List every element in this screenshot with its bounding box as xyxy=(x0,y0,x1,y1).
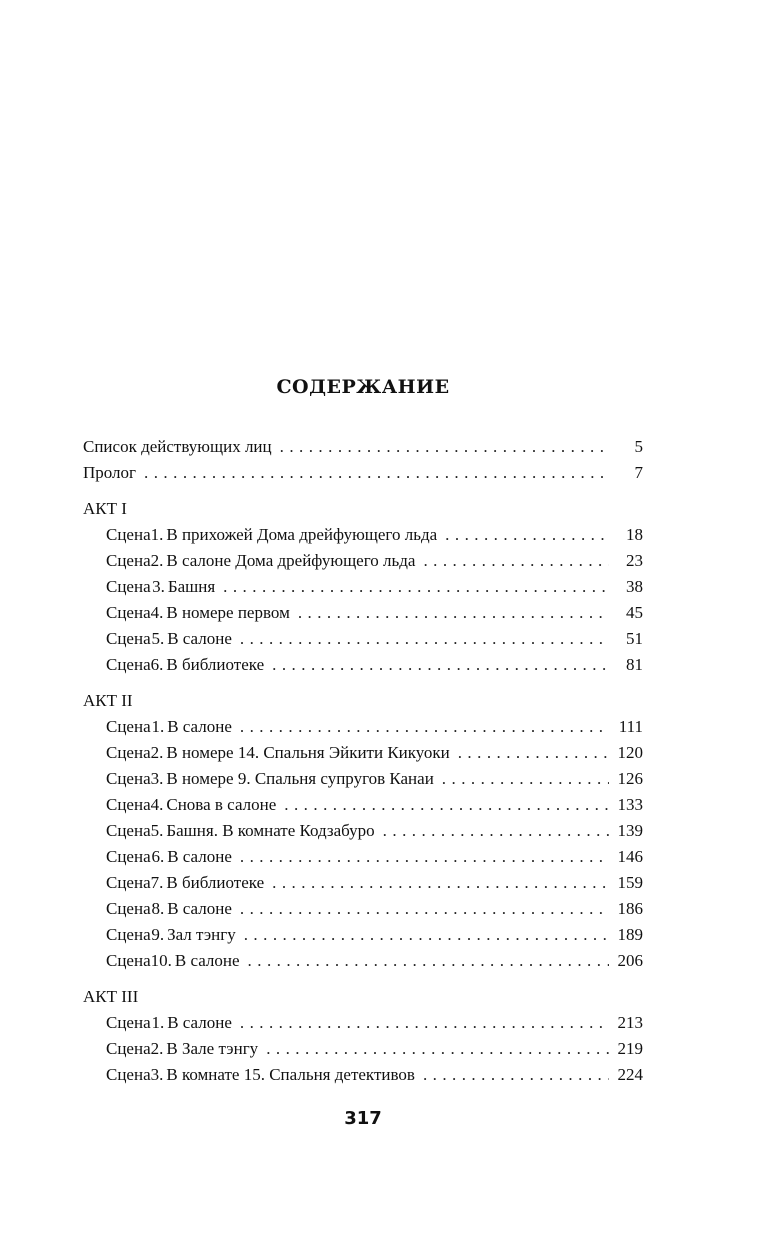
toc-entry-title: Список действующих лиц xyxy=(83,437,272,456)
scene-title: В комнате 15. Спальня детективов xyxy=(166,1065,415,1084)
dot-leader xyxy=(240,896,609,922)
dot-leader xyxy=(458,740,609,766)
toc-page-number: 139 xyxy=(617,821,643,840)
toc-entry xyxy=(83,460,643,486)
scene-number: 5. xyxy=(151,629,165,648)
act-heading: АКТ I xyxy=(83,499,127,518)
scene-label: Сцена xyxy=(106,873,151,892)
scene-entry xyxy=(83,548,643,574)
page-title: СОДЕРЖАНИЕ xyxy=(276,376,450,398)
scene-label: Сцена xyxy=(106,951,151,970)
scene-entry xyxy=(83,626,643,652)
scene-number: 5. xyxy=(150,821,164,840)
scene-title: Снова в салоне xyxy=(166,795,277,814)
scene-label: Сцена xyxy=(106,525,151,544)
dot-leader xyxy=(223,574,609,600)
toc-page-number: 38 xyxy=(626,577,643,596)
scene-label: Сцена xyxy=(106,1039,151,1058)
toc-page-number: 133 xyxy=(617,795,643,814)
scene-number: 6. xyxy=(150,655,164,674)
scene-title: Башня. В комнате Кодзабуро xyxy=(166,821,375,840)
scene-title: В салоне xyxy=(167,899,232,918)
scene-entry xyxy=(83,922,643,948)
dot-leader xyxy=(272,870,609,896)
dot-leader xyxy=(284,792,609,818)
scene-entry xyxy=(83,652,643,678)
scene-title: В салоне xyxy=(174,951,240,970)
scene-label: Сцена xyxy=(106,795,151,814)
scene-label: Сцена xyxy=(106,1065,151,1084)
scene-label: Сцена xyxy=(106,577,151,596)
scene-label: Сцена xyxy=(106,629,151,648)
scene-entry xyxy=(83,870,643,896)
scene-number: 1. xyxy=(150,525,164,544)
scene-entry xyxy=(83,818,643,844)
scene-label: Сцена xyxy=(106,655,151,674)
scene-number: 8. xyxy=(151,899,165,918)
dot-leader xyxy=(272,652,609,678)
scene-entry xyxy=(83,896,643,922)
toc-page-number: 206 xyxy=(617,951,643,970)
dot-leader xyxy=(240,844,609,870)
scene-number: 1. xyxy=(151,717,165,736)
scene-label: Сцена xyxy=(106,603,151,622)
scene-label: Сцена xyxy=(106,899,151,918)
toc-page-number: 146 xyxy=(617,847,643,866)
scene-label: Сцена xyxy=(106,769,151,788)
scene-title: В салоне xyxy=(167,717,232,736)
toc-page-number: 7 xyxy=(634,463,643,482)
scene-title: В прихожей Дома дрейфующего льда xyxy=(166,525,438,544)
scene-label: Сцена xyxy=(106,847,151,866)
table-of-contents xyxy=(83,434,643,1088)
toc-page-number: 186 xyxy=(617,899,643,918)
act-heading: АКТ III xyxy=(83,987,139,1006)
toc-page-number: 5 xyxy=(634,437,643,456)
scene-number: 6. xyxy=(151,847,165,866)
scene-title: В салоне xyxy=(167,847,232,866)
toc-page-number: 45 xyxy=(626,603,643,622)
scene-number: 10. xyxy=(150,951,172,970)
dot-leader xyxy=(298,600,609,626)
act-heading: АКТ II xyxy=(83,691,133,710)
dot-leader xyxy=(280,434,609,460)
scene-title: Зал тэнгу xyxy=(167,925,236,944)
dot-leader xyxy=(248,948,609,974)
scene-number: 4. xyxy=(150,795,164,814)
dot-leader xyxy=(445,522,609,548)
scene-entry xyxy=(83,1062,643,1088)
toc-entry xyxy=(83,434,643,460)
scene-title: В библиотеке xyxy=(166,655,265,674)
dot-leader xyxy=(244,922,609,948)
scene-entry xyxy=(83,522,643,548)
toc-page-number: 51 xyxy=(626,629,643,648)
dot-leader xyxy=(383,818,609,844)
scene-entry xyxy=(83,740,643,766)
toc-page-number: 159 xyxy=(617,873,643,892)
scene-title: В салоне xyxy=(167,629,232,648)
scene-number: 2. xyxy=(150,551,164,570)
scene-title: Башня xyxy=(167,577,216,596)
scene-label: Сцена xyxy=(106,551,151,570)
toc-page-number: 18 xyxy=(626,525,643,544)
dot-leader xyxy=(442,766,609,792)
scene-entry xyxy=(83,844,643,870)
scene-number: 3. xyxy=(152,577,165,596)
dot-leader xyxy=(144,460,609,486)
scene-title: В номере 9. Спальня супругов Канаи xyxy=(166,769,434,788)
scene-number: 7. xyxy=(150,873,164,892)
toc-page-number: 189 xyxy=(617,925,643,944)
toc-page-number: 111 xyxy=(618,717,643,736)
scene-number: 9. xyxy=(151,925,165,944)
scene-title: В салоне Дома дрейфующего льда xyxy=(166,551,416,570)
dot-leader xyxy=(240,1010,609,1036)
scene-label: Сцена xyxy=(106,925,151,944)
dot-leader xyxy=(240,714,609,740)
scene-number: 3. xyxy=(150,1065,164,1084)
toc-page-number: 224 xyxy=(617,1065,643,1084)
toc-page-number: 126 xyxy=(617,769,643,788)
scene-entry xyxy=(83,792,643,818)
dot-leader xyxy=(423,1062,609,1088)
toc-page-number: 81 xyxy=(626,655,643,674)
scene-number: 3. xyxy=(150,769,164,788)
scene-entry xyxy=(83,574,643,600)
scene-entry xyxy=(83,948,643,974)
scene-title: В Зале тэнгу xyxy=(166,1039,259,1058)
scene-number: 2. xyxy=(150,743,164,762)
scene-title: В библиотеке xyxy=(166,873,265,892)
toc-page-number: 219 xyxy=(617,1039,643,1058)
scene-label: Сцена xyxy=(106,1013,151,1032)
scene-title: В номере первом xyxy=(166,603,290,622)
scene-number: 4. xyxy=(150,603,164,622)
scene-entry xyxy=(83,1010,643,1036)
toc-page-number: 120 xyxy=(617,743,643,762)
dot-leader xyxy=(266,1036,609,1062)
toc-page-number: 213 xyxy=(617,1013,643,1032)
scene-entry xyxy=(83,766,643,792)
toc-entry-title: Пролог xyxy=(83,463,137,482)
scene-title: В салоне xyxy=(167,1013,232,1032)
scene-label: Сцена xyxy=(106,717,151,736)
scene-number: 2. xyxy=(150,1039,164,1058)
scene-label: Сцена xyxy=(106,821,151,840)
scene-entry xyxy=(83,600,643,626)
acts-list xyxy=(83,496,643,1088)
scene-entry xyxy=(83,1036,643,1062)
page-number-footer: 317 xyxy=(344,1108,382,1129)
toc-page-number: 23 xyxy=(626,551,643,570)
dot-leader xyxy=(423,548,609,574)
scene-label: Сцена xyxy=(106,743,151,762)
scene-entry xyxy=(83,714,643,740)
scene-title: В номере 14. Спальня Эйкити Кикуоки xyxy=(166,743,450,762)
dot-leader xyxy=(240,626,609,652)
scene-number: 1. xyxy=(151,1013,165,1032)
